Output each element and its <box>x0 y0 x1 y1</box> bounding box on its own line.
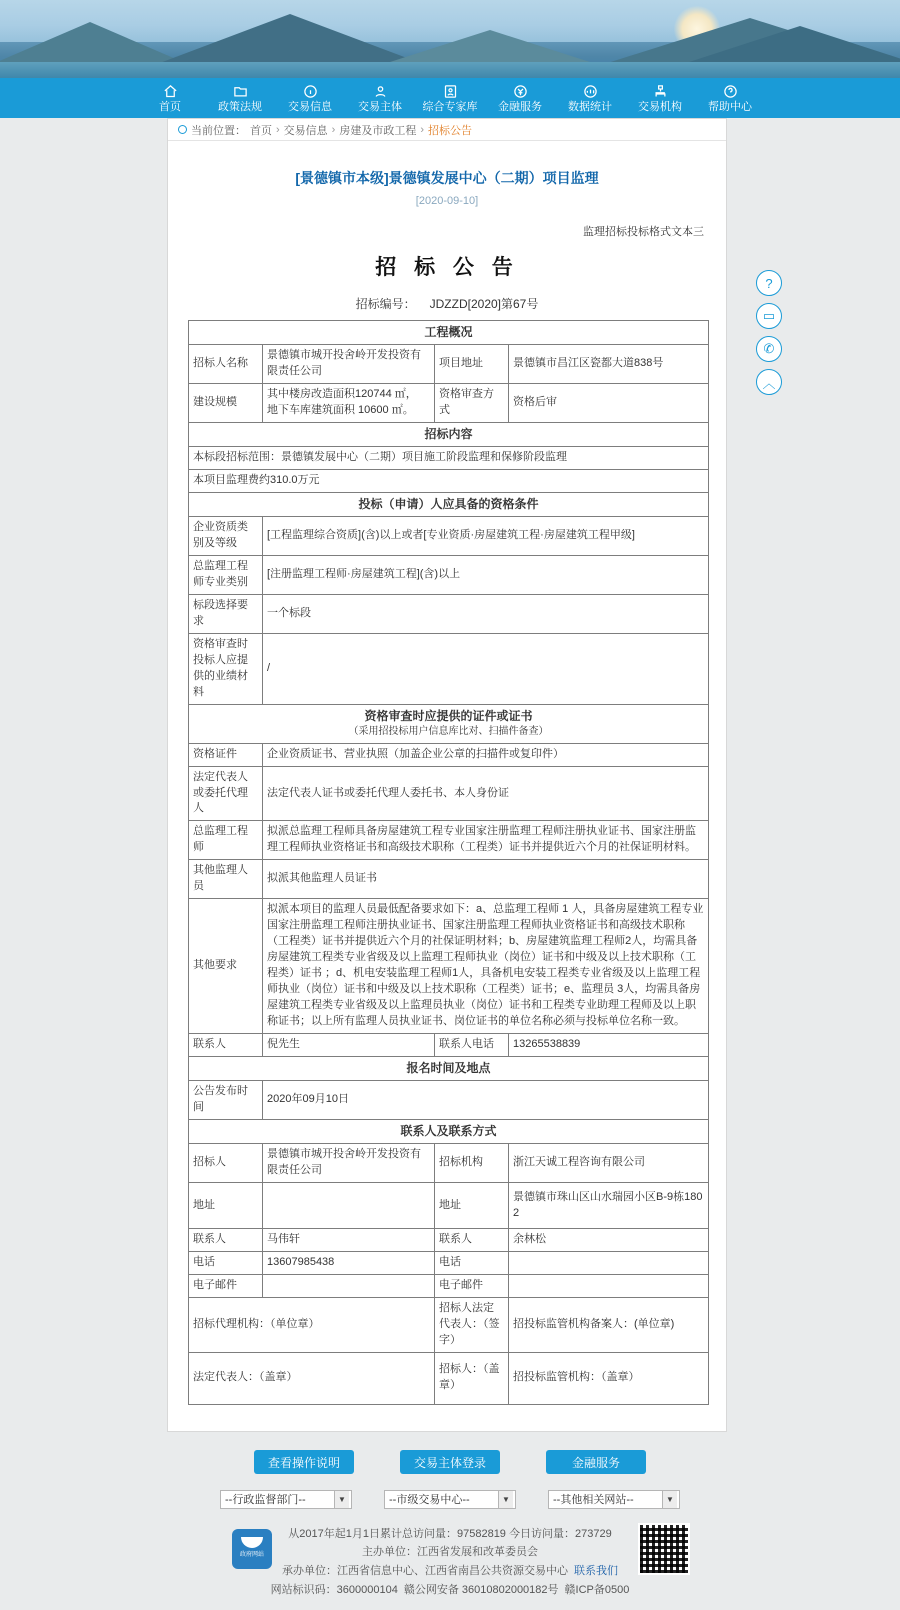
qualification-value: [注册监理工程师·房屋建筑工程](含)以上 <box>263 556 709 595</box>
footer-legal-line <box>0 1581 900 1600</box>
nav-item-experts[interactable] <box>415 78 485 118</box>
badge-swoosh-icon <box>241 1537 263 1548</box>
contact-label: 招标机构 <box>435 1144 509 1183</box>
chevron-down-icon: ▼ <box>498 1491 513 1508</box>
contact-value <box>509 1275 709 1298</box>
main-navigation <box>0 78 900 118</box>
document-body <box>168 141 726 1405</box>
contact-value: 余林松 <box>509 1229 709 1252</box>
breadcrumb-item-home[interactable]: 首页 <box>250 124 272 137</box>
contact-value: 景德镇市城开投舍岭开发投资有限责任公司 <box>263 1144 435 1183</box>
contact-label: 地址 <box>189 1183 263 1229</box>
contact-phone-label: 联系人电话 <box>435 1033 509 1056</box>
breadcrumb-item-category[interactable]: 房建及市政工程 <box>339 124 417 137</box>
publish-time-value: 2020年09月10日 <box>263 1080 709 1119</box>
hero-banner <box>0 0 900 78</box>
table-row <box>189 899 709 1034</box>
table-row <box>189 1119 709 1143</box>
nav-label: 综合专家库 <box>422 100 478 113</box>
footer-icp: 赣ICP备0500 <box>564 1583 630 1596</box>
trade-subject-login-button[interactable]: 交易主体登录 <box>400 1450 500 1474</box>
hero-water <box>0 62 900 78</box>
select-value: --其他相关网站-- <box>553 1494 634 1507</box>
nav-item-trade-info[interactable] <box>275 78 345 118</box>
contact-phone-value: 13265538839 <box>509 1033 709 1056</box>
announcement-heading: 招 标 公 告 <box>375 255 519 279</box>
signature-legal-person: 法定代表人：（盖章） <box>189 1352 435 1404</box>
table-row <box>189 766 709 821</box>
signature-agency: 招标代理机构：（单位章） <box>189 1297 435 1352</box>
contact-value <box>263 1275 435 1298</box>
table-row <box>189 1056 709 1080</box>
select-supervision-department[interactable] <box>220 1490 352 1509</box>
format-note: 监理招标投标格式文本三 <box>583 225 704 238</box>
section-overview: 工程概况 <box>189 320 709 344</box>
contact-label: 招标人 <box>189 1144 263 1183</box>
table-row <box>189 320 709 344</box>
contact-value: 马伟轩 <box>263 1229 435 1252</box>
table-row <box>189 447 709 470</box>
select-value: --行政监督部门-- <box>225 1494 306 1507</box>
nav-item-home[interactable] <box>135 78 205 118</box>
contact-label: 电话 <box>189 1252 263 1275</box>
section-qualification: 投标（申请）人应具备的资格条件 <box>189 493 709 517</box>
certificate-value: 拟派其他监理人员证书 <box>263 860 709 899</box>
finance-icon <box>512 83 529 100</box>
table-row <box>189 493 709 517</box>
page-wrapper <box>0 118 900 1610</box>
contact-label: 电子邮件 <box>435 1275 509 1298</box>
contact-label: 联系人 <box>189 1229 263 1252</box>
page-title: [景德镇市本级]景德镇发展中心（二期）项目监理 <box>295 170 599 186</box>
contact-label: 联系人 <box>435 1229 509 1252</box>
table-row <box>189 1144 709 1183</box>
scope-value: 景德镇发展中心（二期）项目施工阶段监理和保修阶段监理 <box>281 451 567 464</box>
breadcrumb-separator: › <box>420 123 425 136</box>
footer-site-id: 网站标识码：3600000104 <box>270 1583 398 1596</box>
qualification-value: / <box>263 634 709 705</box>
tenderer-value: 景德镇市城开投舍岭开发投资有限责任公司 <box>263 344 435 383</box>
signature-tenderer: 招标人：（盖章） <box>435 1352 509 1404</box>
table-row <box>189 634 709 705</box>
floating-toolbar <box>756 270 782 395</box>
scope-label: 本标段招标范围： <box>193 451 281 464</box>
link-selects <box>0 1490 900 1509</box>
certificate-label: 资格证件 <box>189 743 263 766</box>
nav-label: 金融服务 <box>498 100 542 113</box>
page-footer <box>0 1519 900 1610</box>
fee-label: 本项目监理费约 <box>193 474 270 487</box>
action-buttons <box>0 1450 900 1474</box>
signature-supervisor-org: 招投标监管机构：（盖章） <box>509 1352 709 1404</box>
nav-item-statistics[interactable] <box>555 78 625 118</box>
scale-value-line2: 地下车库建筑面积 10600 ㎡。 <box>267 403 414 416</box>
breadcrumb <box>168 119 726 141</box>
org-icon <box>652 83 669 100</box>
qualification-value: [工程监理综合资质](含)以上或者[专业资质·房屋建筑工程·房屋建筑工程甲级] <box>263 517 709 556</box>
qualification-label: 资格审查时投标人应提供的业绩材料 <box>189 634 263 705</box>
footer-police-record: 赣公网安备 36010802000182号 <box>403 1583 559 1596</box>
help-icon <box>722 83 739 100</box>
section-signup: 报名时间及地点 <box>189 1056 709 1080</box>
table-row <box>189 1252 709 1275</box>
certificate-value: 企业资质证书、营业执照（加盖企业公章的扫描件或复印件） <box>263 743 709 766</box>
nav-item-help[interactable] <box>695 78 765 118</box>
chevron-down-icon: ▼ <box>662 1491 677 1508</box>
review-label: 资格审查方式 <box>435 383 509 422</box>
fee-row <box>189 470 709 493</box>
table-row <box>189 704 709 743</box>
table-row <box>189 517 709 556</box>
announcement-table <box>188 320 709 1405</box>
table-row <box>189 743 709 766</box>
gov-site-badge <box>232 1529 272 1569</box>
user-icon <box>372 83 389 100</box>
phone-icon[interactable]: ✆ <box>756 336 782 362</box>
qualification-value: 一个标段 <box>263 595 709 634</box>
scale-value <box>263 383 435 422</box>
table-row <box>189 1352 709 1404</box>
chart-icon <box>582 83 599 100</box>
table-row <box>189 1183 709 1229</box>
location-icon <box>178 125 187 134</box>
section-certificates <box>189 704 709 743</box>
nav-label: 交易信息 <box>288 100 332 113</box>
contact-person-label: 联系人 <box>189 1033 263 1056</box>
publish-time-label: 公告发布时间 <box>189 1080 263 1119</box>
contact-value: 13607985438 <box>263 1252 435 1275</box>
document-icon <box>232 83 249 100</box>
bid-number-label: 招标编号： <box>355 296 416 311</box>
table-row <box>189 1229 709 1252</box>
contact-value: 浙江天诚工程咨询有限公司 <box>509 1144 709 1183</box>
table-row <box>189 1297 709 1352</box>
table-row <box>189 344 709 383</box>
home-icon <box>162 83 179 100</box>
nav-label: 帮助中心 <box>708 100 752 113</box>
signature-supervisor-record: 招投标监管机构备案人：(单位章) <box>509 1297 709 1352</box>
nav-label: 首页 <box>159 100 181 113</box>
certificate-label: 其他要求 <box>189 899 263 1034</box>
contact-us-link[interactable]: 联系我们 <box>574 1565 618 1578</box>
help-icon[interactable]: ? <box>756 270 782 296</box>
table-row <box>189 470 709 493</box>
certificate-value: 法定代表人证书或委托代理人委托书、本人身份证 <box>263 766 709 821</box>
view-instructions-button[interactable]: 查看操作说明 <box>254 1450 354 1474</box>
publish-date: [2020-09-10] <box>415 194 479 207</box>
site-label: 项目地址 <box>435 344 509 383</box>
nav-label: 政策法规 <box>218 100 262 113</box>
chevron-down-icon: ▼ <box>334 1491 349 1508</box>
contact-person-value: 倪先生 <box>263 1033 435 1056</box>
select-other-sites[interactable] <box>548 1490 680 1509</box>
table-row <box>189 1080 709 1119</box>
scroll-top-icon[interactable]: ︿ <box>756 369 782 395</box>
scale-label: 建设规模 <box>189 383 263 422</box>
footer-host: 主办单位：江西省发展和改革委员会 <box>362 1546 538 1559</box>
bid-number-value: JDZZD[2020]第67号 <box>429 296 539 311</box>
certificate-label: 其他监理人员 <box>189 860 263 899</box>
section-content: 招标内容 <box>189 422 709 446</box>
select-value: --市级交易中心-- <box>389 1494 470 1507</box>
section-certificates-note: （采用招投标用户信息库比对、扫描件备查） <box>348 726 549 738</box>
contact-label: 地址 <box>435 1183 509 1229</box>
contact-value: 景德镇市珠山区山水瑞园小区B-9栋1802 <box>509 1183 709 1229</box>
footer-support: 承办单位：江西省信息中心、江西省南昌公共资源交易中心 <box>282 1565 568 1578</box>
certificate-label: 法定代表人或委托代理人 <box>189 766 263 821</box>
footer-support-line <box>0 1562 900 1581</box>
nav-label: 交易机构 <box>638 100 682 113</box>
breadcrumb-item-trade-info[interactable]: 交易信息 <box>283 124 328 137</box>
fee-value: 310.0万元 <box>270 474 320 487</box>
contact-value <box>263 1183 435 1229</box>
table-row <box>189 422 709 446</box>
contact-label: 电话 <box>435 1252 509 1275</box>
scale-value-line1: 其中楼房改造面积120744 ㎡， <box>267 387 417 400</box>
table-row <box>189 821 709 860</box>
table-row <box>189 1275 709 1298</box>
qualification-label: 总监理工程师专业类别 <box>189 556 263 595</box>
qualification-label: 标段选择要求 <box>189 595 263 634</box>
breadcrumb-separator: › <box>276 123 280 136</box>
bid-number-line <box>188 295 706 312</box>
scope-row <box>189 447 709 470</box>
table-row <box>189 383 709 422</box>
nav-item-trade-subject[interactable] <box>345 78 415 118</box>
tenderer-label: 招标人名称 <box>189 344 263 383</box>
table-row <box>189 556 709 595</box>
badge-label: 政府网站 <box>239 1552 264 1559</box>
breadcrumb-item-current: 招标公告 <box>428 124 473 137</box>
breadcrumb-separator: › <box>331 123 336 136</box>
contact-value <box>509 1252 709 1275</box>
qualification-label: 企业资质类别及等级 <box>189 517 263 556</box>
nav-label: 数据统计 <box>568 100 612 113</box>
certificate-label: 总监理工程师 <box>189 821 263 860</box>
site-value: 景德镇市昌江区瓷都大道838号 <box>509 344 709 383</box>
nav-item-finance[interactable] <box>485 78 555 118</box>
section-contact: 联系人及联系方式 <box>189 1119 709 1143</box>
review-value: 资格后审 <box>509 383 709 422</box>
finance-service-button[interactable]: 金融服务 <box>546 1450 646 1474</box>
qr-code <box>638 1523 690 1575</box>
table-row <box>189 595 709 634</box>
contact-label: 电子邮件 <box>189 1275 263 1298</box>
table-row <box>189 1033 709 1056</box>
certificate-value: 拟派总监理工程师具备房屋建筑工程专业国家注册监理工程师注册执业证书、国家注册监理工程师执业资格证书和高级技术职称（工程类）证书并提供近六个月的社保证明材料。 <box>263 821 709 860</box>
nav-item-policy[interactable] <box>205 78 275 118</box>
breadcrumb-prefix: 当前位置： <box>191 124 246 137</box>
select-city-center[interactable] <box>384 1490 516 1509</box>
content-sheet <box>167 118 727 1432</box>
signature-legal-rep: 招标人法定代表人：（签字） <box>435 1297 509 1352</box>
section-certificates-title: 资格审查时应提供的证件或证书 <box>364 708 533 723</box>
monitor-icon[interactable]: ▭ <box>756 303 782 329</box>
nav-label: 交易主体 <box>358 100 402 113</box>
certificate-value: 拟派本项目的监理人员最低配备要求如下：a、总监理工程师 1 人，具备房屋建筑工程专业国家注册监理工程师注册执业证书、国家注册监理工程师执业资格证书和高级技术职称（工程类）证书并提供近六个月的社保证明材料；b、房屋建筑监理工程师2人，均需具备房屋建筑工程类专业省级及以上监理工程师执业（岗位）证书和中级及以上技术职称（工程类）证书 ；d、机电安装监理工程师1人，具备机电安装工程类专业省级及以上监理工程师执业（岗位）证书和中级及以上技术职称（工程类）证书；e、监理员 3人，均需具备房屋建筑工程类专业省级及以上监理员执业（岗位）证书和工程类专业助理工程师及以上职称证书；以上所有监理人员执业证书、岗位证书的单位名称必须与投标单位名称一致。 <box>263 899 709 1034</box>
table-row <box>189 860 709 899</box>
info-icon <box>302 83 319 100</box>
experts-icon <box>442 83 459 100</box>
nav-item-organizations[interactable] <box>625 78 695 118</box>
footer-stats: 从2017年起1月1日累计总访问量：97582819 今日访问量：273729 <box>288 1527 612 1540</box>
